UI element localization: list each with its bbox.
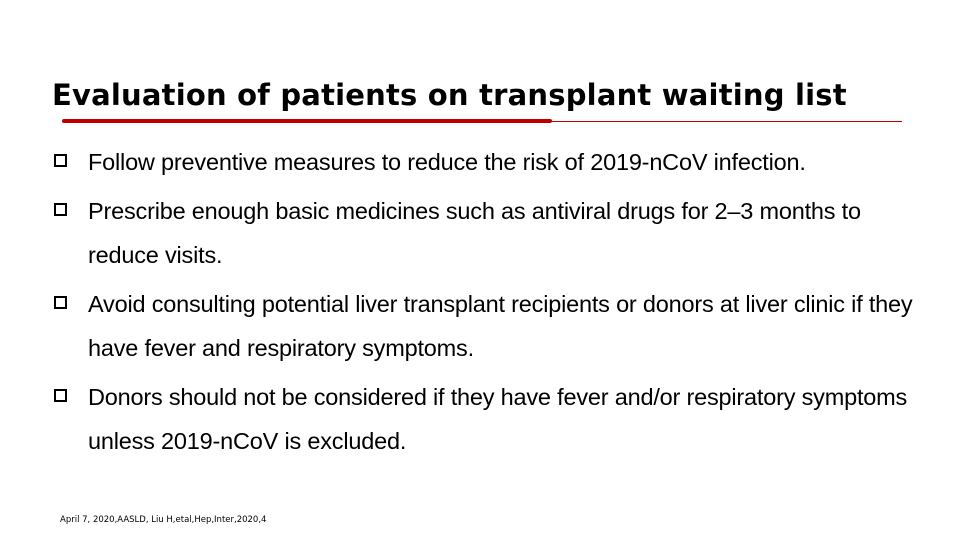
bullet-item [52, 375, 932, 463]
checkbox-outline-icon [54, 154, 67, 167]
citation-footer: April 7, 2020,AASLD, Liu H,etal,Hep,Inter,2020,4 [60, 515, 267, 525]
checkbox-outline-icon [54, 296, 67, 309]
bullet-text: Avoid consulting potential liver transplant recipients or donors at liver clinic if they have fever and respiratory symptoms. [88, 291, 913, 361]
bullet-item [52, 282, 932, 370]
title-underline-accent [62, 119, 552, 123]
bullet-text: Follow preventive measures to reduce the risk of 2019-nCoV infection. [88, 149, 806, 175]
slide-title: Evaluation of patients on transplant waiting list [52, 78, 847, 112]
checkbox-outline-icon [54, 389, 67, 402]
bullet-list [52, 140, 932, 468]
checkbox-outline-icon [54, 203, 67, 216]
bullet-text: Prescribe enough basic medicines such as antiviral drugs for 2–3 months to reduce visits. [88, 198, 861, 268]
bullet-text: Donors should not be considered if they have fever and/or respiratory symptoms unless 2019-nCoV is excluded. [88, 384, 908, 454]
bullet-item [52, 140, 932, 184]
bullet-item [52, 189, 932, 277]
